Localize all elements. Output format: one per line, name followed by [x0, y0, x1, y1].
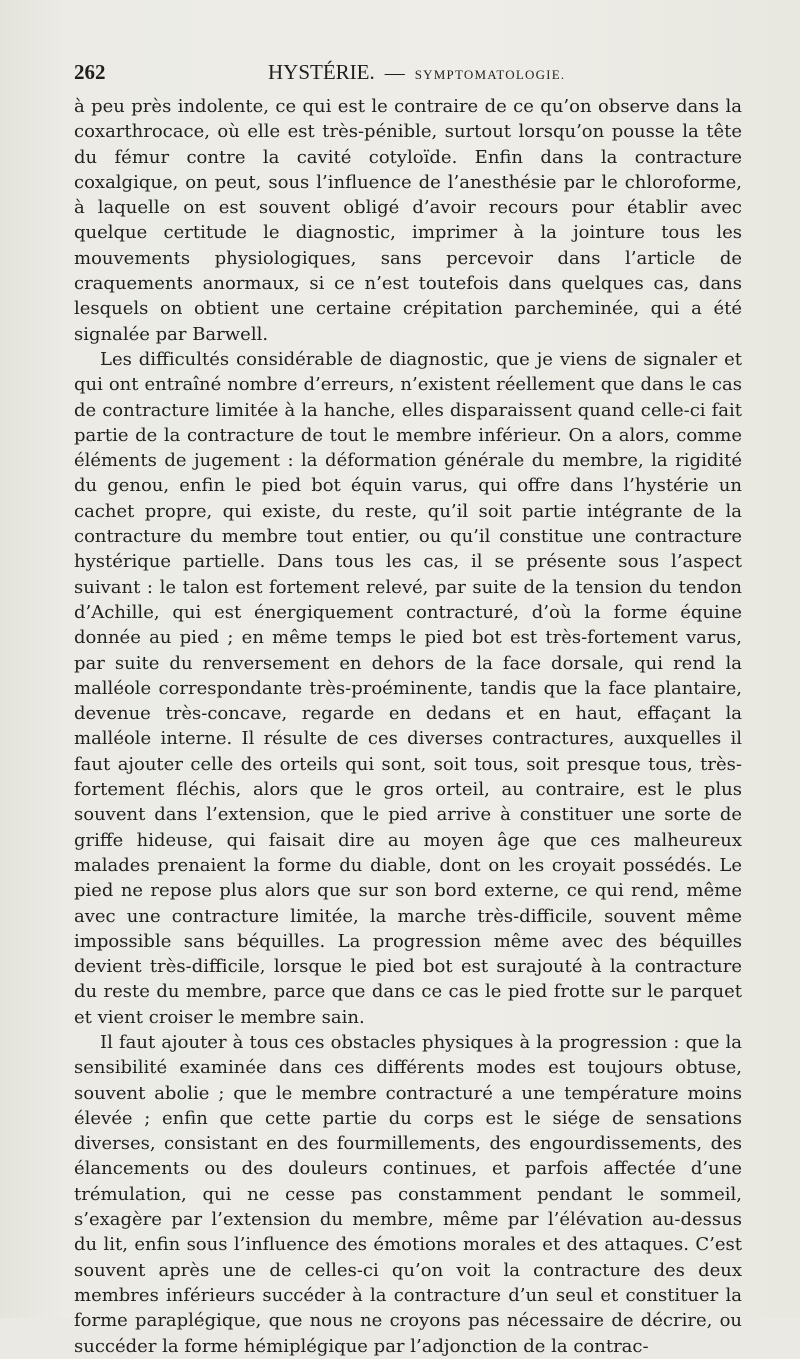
running-head-subtitle: SYMPTOMATOLOGIE.	[414, 67, 566, 82]
paragraph-1: à peu près indolente, ce qui est le contraire de ce qu’on observe dans la coxarthrocace, où elle est très-pénible, surtout lorsqu’on pousse la tête du fémur contre la cavité cotyloïde. Enfin dans la contracture coxalgique, on peut, sous l’influence de l’anesthésie par le chloroforme, à laquelle on est souvent obligé d’avoir recours pour établir avec quelque certitude le diagnostic, imprimer à la jointure tous les mouvements physiologiques, sans percevoir dans l’article de craquements anormaux, si ce n’est toutefois dans quelques cas, dans lesquels on obtient une certaine crépitation parcheminée, qui a été signalée par Barwell.	[74, 96, 742, 345]
running-head-title: HYSTÉRIE.	[268, 60, 375, 84]
paragraph-2: Les difficultés considérable de diagnostic, que je viens de signaler et qui ont entraîné nombre d’erreurs, n’existent réellement que dans le cas de contracture limitée à la hanche, elles disparaissent quand celle-ci fait partie de la contracture de tout le membre inférieur. On a alors, comme éléments de jugement : la déformation générale du membre, la rigidité du genou, enfin le pied bot équin varus, qui offre dans l’hystérie un cachet propre, qui existe, du reste, qu’il soit partie intégrante de la contracture du membre tout entier, ou qu’il constitue une contracture hystérique partielle. Dans tous les cas, il se présente sous l’aspect suivant : le talon est fortement relevé, par suite de la tension du tendon d’Achille, qui est énergiquement contracturé, d’où la forme équine donnée au pied ; en même temps le pied bot est très-fortement varus, par suite du renversement en dehors de la face dorsale, qui rend la malléole correspondante très-proéminente, tandis que la face plantaire, devenue très-concave, regarde en dedans et en haut, effaçant la malléole interne. Il résulte de ces diverses contractures, auxquelles il faut ajouter celle des orteils qui sont, soit tous, soit presque tous, très-fortement fléchis, alors que le gros orteil, au contraire, est le plus souvent dans l’extension, que le pied arrive à constituer une sorte de griffe hideuse, qui faisait dire au moyen âge que ces malheureux malades prenaient la forme du diable, dont on les croyait possédés. Le pied ne repose plus alors que sur son bord externe, ce qui rend, même avec une contracture limitée, la marche très-difficile, souvent même impossible sans béquilles. La progression même avec des béquilles devient très-difficile, lorsque le pied bot est surajouté à la contracture du reste du membre, parce que dans ce cas le pied frotte sur le parquet et vient croiser le membre sain.	[74, 348, 742, 1028]
page-number: 262	[74, 60, 106, 84]
body-text	[74, 94, 742, 1359]
paragraph-3: Il faut ajouter à tous ces obstacles physiques à la progression : que la sensibilité examinée dans ces différents modes est toujours obtuse, souvent abolie ; que le membre contracturé a une température moins élevée ; enfin que cette partie du corps est le siége de sensations diverses, consistant en des fourmillements, des engourdissements, des élancements ou des douleurs continues, et parfois affectée d’une trémulation, qui ne cesse pas constamment pendant le sommeil, s’exagère par l’extension du membre, même par l’élévation au-dessus du lit, enfin sous l’influence des émotions morales et des attaques. C’est souvent après une de celles-ci qu’on voit la contracture des deux membres inférieurs succéder à la contracture d’un seul et constituer la forme paraplégique, que nous ne croyons pas nécessaire de décrire, ou succéder la forme hémiplégique par l’adjonction de la contrac-	[74, 1031, 742, 1357]
running-head	[268, 60, 565, 85]
page-header	[74, 58, 742, 88]
running-head-separator: —	[384, 62, 405, 84]
